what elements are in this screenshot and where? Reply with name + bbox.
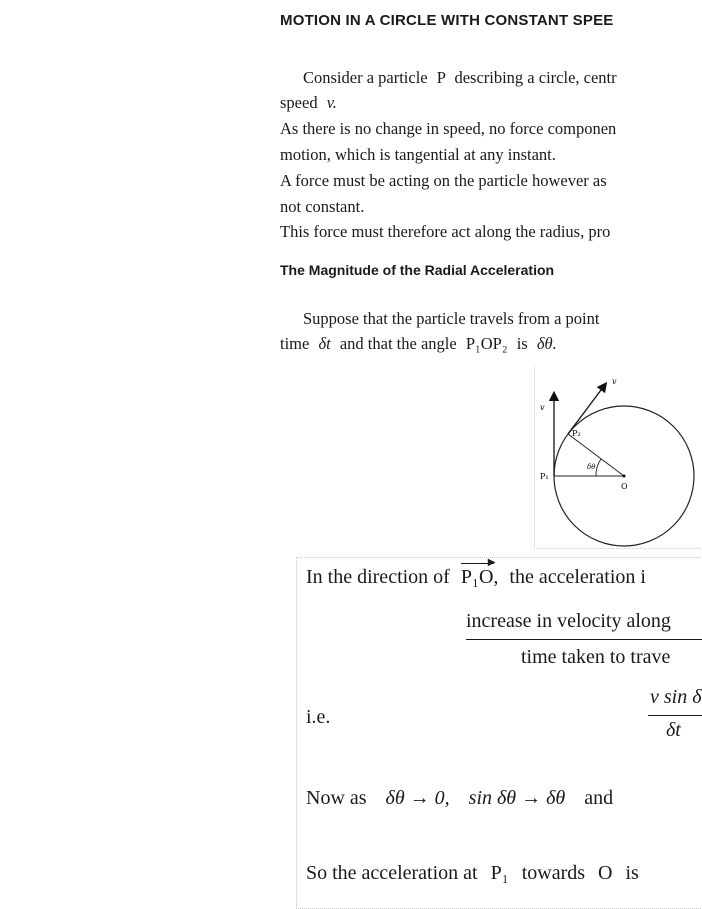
formula-text-suffix: the acceleration i	[509, 566, 646, 588]
conclusion-is: is	[625, 862, 639, 884]
label-P1: P₁	[540, 472, 549, 481]
conclusion-line	[306, 862, 639, 885]
subheading: The Magnitude of the Radial Acceleration	[280, 262, 555, 278]
vector-label: P₁O,	[460, 566, 499, 588]
frac2-bar	[648, 715, 702, 716]
para2-line2: motion, which is tangential at any instant.	[280, 145, 556, 164]
frac1-numerator: increase in velocity along	[466, 610, 671, 632]
para5-text-time: time	[280, 334, 310, 353]
para1-line1	[303, 68, 617, 88]
limit-sin: sin δθ → δθ	[468, 787, 566, 809]
frac1-bar	[466, 639, 702, 640]
para3-line1: A force must be acting on the particle however as	[280, 171, 607, 190]
para1-var-v: v.	[326, 93, 337, 112]
centre-point	[623, 475, 626, 478]
angle-arc	[596, 459, 601, 476]
frac1-denominator: time taken to trave	[521, 646, 671, 668]
velocity-vector-P2	[568, 386, 604, 434]
label-P2: P₂	[572, 429, 581, 438]
para5-text-is: is	[516, 334, 528, 353]
para5-var-angle: P₁OP₂	[465, 334, 508, 353]
para5-var-dt: δt	[318, 334, 331, 353]
frac2-numerator: v sin δ	[650, 686, 702, 708]
para1-var-P: P	[436, 68, 446, 87]
formula-text-prefix: In the direction of	[306, 566, 450, 588]
para1-text-c: speed	[280, 93, 318, 112]
circle-diagram	[534, 366, 702, 548]
frac2-denominator: δt	[666, 719, 681, 741]
conclusion-text: So the acceleration at	[306, 862, 478, 884]
section-heading: MOTION IN A CIRCLE WITH CONSTANT SPEE	[280, 12, 614, 29]
para5-line1: Suppose that the particle travels from a point	[303, 309, 600, 328]
and-text: and	[584, 787, 614, 809]
limit-dtheta: δθ → 0,	[385, 787, 450, 809]
vector-P1O	[460, 557, 499, 589]
label-v-left: v	[540, 403, 545, 412]
para4-line1: This force must therefore act along the radius, pro	[280, 222, 611, 241]
formula-line1	[306, 557, 646, 589]
para3-line2: not constant.	[280, 197, 365, 216]
label-angle: δθ	[587, 463, 596, 471]
para5-line2	[280, 334, 557, 354]
label-v-top: v	[612, 377, 617, 386]
now-as-text: Now as	[306, 787, 367, 809]
vector-arrowhead-icon: ▶	[487, 557, 496, 568]
para5-text-mid: and that the angle	[339, 334, 457, 353]
conclusion-towards: towards	[521, 862, 586, 884]
now-as-line	[306, 787, 613, 810]
label-O: O	[621, 482, 628, 491]
para1-line2	[280, 93, 337, 113]
ie-label: i.e.	[306, 706, 331, 728]
conclusion-P1: P₁	[490, 862, 509, 884]
para2-line1: As there is no change in speed, no force componen	[280, 119, 617, 138]
para1-text-a: Consider a particle	[303, 68, 428, 87]
para1-text-b: describing a circle, centr	[454, 68, 617, 87]
para5-var-dtheta: δθ.	[536, 334, 557, 353]
conclusion-O: O	[598, 862, 613, 884]
